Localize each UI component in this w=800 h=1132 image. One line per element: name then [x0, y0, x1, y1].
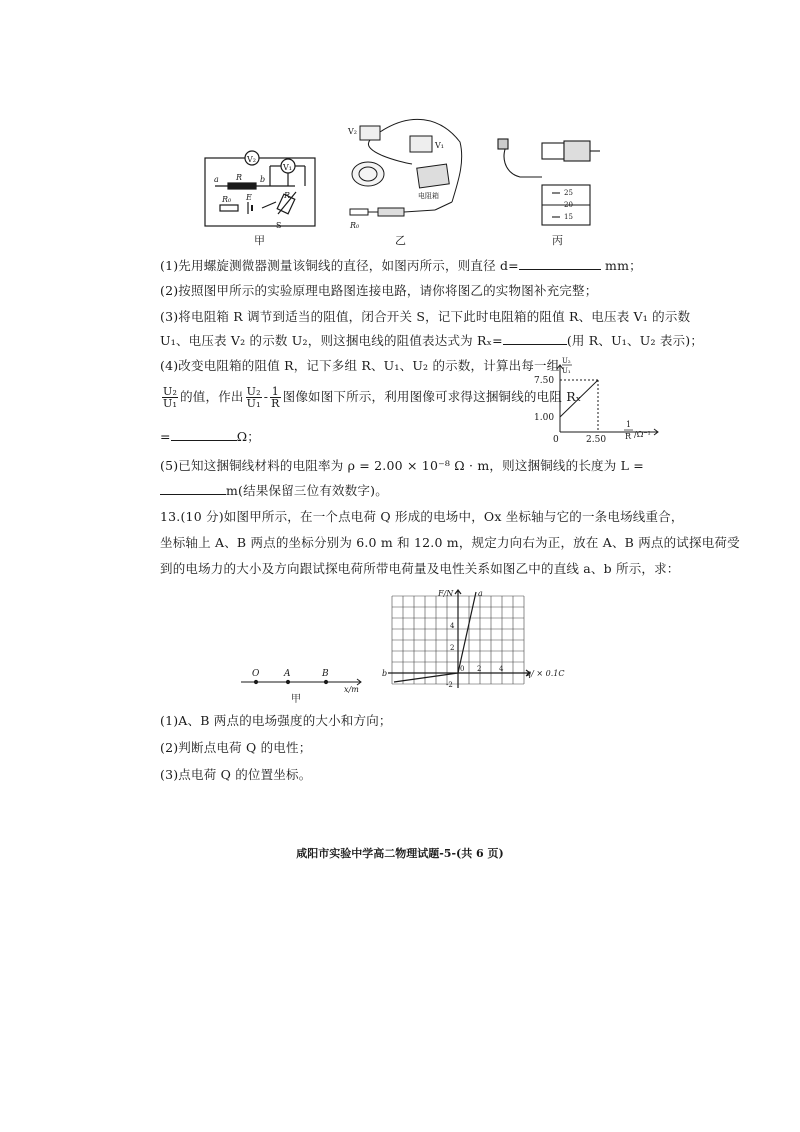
- graph2-ylabel: F/N: [438, 589, 454, 598]
- graph1-tick-100: 1.00: [534, 413, 555, 423]
- fraction-u2-u1-b: $\frac{\text{U₂}}{\text{U₁}}$: [246, 385, 261, 410]
- axis-x-label: x/m: [344, 685, 359, 694]
- switch-s-label: S: [276, 221, 282, 230]
- fraction-1-r: $\frac{1}{R}$: [271, 385, 280, 410]
- wire-r-label: R: [236, 173, 243, 182]
- answer-blank-rx[interactable]: [503, 332, 567, 345]
- q13-sub2: (2)判断点电荷 Q 的电性；: [160, 740, 312, 755]
- graph1-ylabel-den: U₁: [562, 367, 571, 375]
- q12-part4-line1: (4)改变电阻箱的阻值 R，记下多组 R、U₁、U₂ 的示数，计算出每一组: [160, 358, 560, 373]
- graph1-tick-750: 7.50: [534, 376, 555, 386]
- scale-25: 25: [564, 189, 573, 197]
- e-label: E: [246, 193, 252, 202]
- graph2-xlabel: q/ × 0.1C: [526, 669, 565, 678]
- q12-part4-line3: = Ω；: [160, 429, 260, 444]
- line-b-label: b: [382, 669, 388, 678]
- graph1-tick-250: 2.50: [586, 435, 607, 445]
- graph2-ytick-4: 4: [450, 622, 455, 630]
- answer-blank-d[interactable]: [519, 257, 601, 270]
- line-a-label: a: [478, 589, 483, 598]
- graph2-xtick-0: 0: [460, 665, 465, 673]
- q12-part2: (2)按照图甲所示的实验原理电路图连接电路，请你将图乙的实物图补充完整；: [160, 283, 598, 298]
- q13-line2: 坐标轴上 A、B 两点的坐标分别为 6.0 m 和 12.0 m，规定力向右为正，放在 A、B 两点的试探电荷受: [160, 535, 740, 550]
- graph1-xunit: /Ω⁻¹: [634, 430, 651, 439]
- v2-photo-label: V₂: [348, 127, 357, 136]
- graph1-xlabel-num: 1: [626, 420, 632, 429]
- node-b-label: b: [260, 175, 266, 184]
- caption-bing: 丙: [552, 234, 563, 247]
- physical-setup-yi: [340, 122, 470, 232]
- axis-figure-jia: [236, 662, 376, 702]
- micrometer-bing: [490, 125, 610, 230]
- answer-blank-resistance[interactable]: [171, 428, 237, 441]
- graph2-xtick-4: 4: [499, 665, 504, 673]
- graph1-origin: 0: [553, 435, 559, 445]
- axis-q-label: O: [252, 669, 260, 679]
- axis-a-label: A: [284, 669, 291, 679]
- node-a-label: a: [214, 175, 219, 184]
- caption-jia: 甲: [254, 234, 265, 247]
- fraction-u2-u1: $\frac{\text{U₂}}{\text{U₁}}$: [163, 385, 178, 410]
- caption-axis-jia: 甲: [291, 694, 301, 705]
- r0-label: R₀: [222, 195, 232, 204]
- q12-part4-line2: $\frac{\text{U₂}}{\text{U₁}}$ 的值，作出 $\frac{\text{U₂}}{\text{U₁}}$ - $\frac{1}{R}$ 图像如图下所示，利用图像可求得这捆铜线的电阻 Rₓ: [163, 385, 582, 410]
- q13-line1: 13.(10 分)如图甲所示，在一个点电荷 Q 形成的电场中，Ox 坐标轴与它的一条电场线重合，: [160, 509, 684, 524]
- r0-photo-label: R₀: [350, 221, 360, 230]
- v1-photo-label: V₁: [435, 141, 444, 150]
- q13-sub1: (1)A、B 两点的电场强度的大小和方向；: [160, 713, 392, 728]
- graph1-ylabel-num: U₂: [562, 357, 571, 365]
- u2u1-vs-1r-graph: [534, 357, 670, 447]
- scale-20: 20: [564, 201, 573, 209]
- resistor-box-label: R: [284, 191, 291, 200]
- scale-15: 15: [564, 213, 573, 221]
- q12-part3-line1: (3)将电阻箱 R 调节到适当的阻值，闭合开关 S，记下此时电阻箱的阻值 R、电压表 V₁ 的示数: [160, 309, 691, 324]
- graph2-ytick-2: 2: [450, 644, 455, 652]
- q13-line3: 到的电场力的大小及方向跟试探电荷所带电荷量及电性关系如图乙中的直线 a、b 所示，求：: [160, 561, 680, 576]
- v2-label: V₂: [247, 155, 256, 164]
- q13-sub3: (3)点电荷 Q 的位置坐标。: [160, 767, 312, 782]
- v1-label: V₁: [283, 163, 292, 172]
- graph1-xlabel-den: R: [625, 432, 632, 441]
- resistor-box-photo-label: 电阻箱: [418, 192, 439, 200]
- q12-part3-line2: U₁、电压表 V₂ 的示数 U₂，则这捆电线的阻值表达式为 Rₓ= (用 R、U₁、U₂ 表示)；: [160, 333, 704, 348]
- graph2-ytick-neg2: -2: [446, 681, 453, 689]
- force-charge-graph: [380, 586, 580, 696]
- q12-part1: (1)先用螺旋测微器测量该铜线的直径，如图丙所示，则直径 d= mm；: [160, 258, 642, 273]
- caption-yi: 乙: [395, 234, 406, 247]
- axis-b-label: B: [322, 669, 329, 679]
- graph2-xtick-2: 2: [477, 665, 482, 673]
- answer-blank-length[interactable]: [160, 482, 226, 495]
- page-footer: 咸阳市实验中学高二物理试题-5-(共 6 页): [296, 847, 504, 860]
- q12-part5-line1: (5)已知这捆铜线材料的电阻率为 ρ = 2.00 × 10⁻⁸ Ω · m，则这捆铜线的长度为 L =: [160, 458, 644, 473]
- q12-part5-line2: m(结果保留三位有效数字)。: [160, 482, 388, 499]
